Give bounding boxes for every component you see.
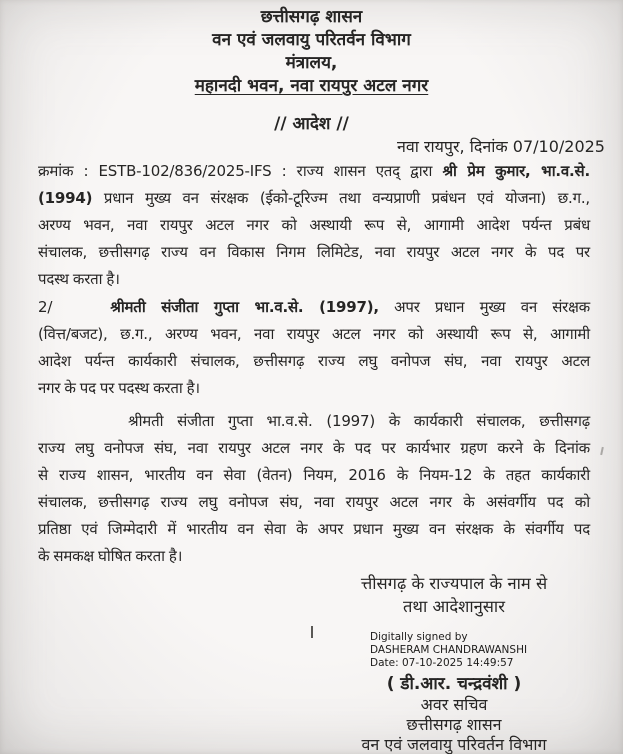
body-text: प्रतिष्ठा एवं जिम्मेदारी में भारतीय वन सेवा के अपर प्रधान मुख्य वन संरक्षक के संवर्गीय पद bbox=[38, 520, 590, 538]
digital-signature-stamp bbox=[370, 631, 608, 670]
scan-artifact-mark bbox=[600, 447, 604, 455]
by-order-line-2: तथा आदेशानुसार bbox=[403, 597, 505, 616]
signatory-name: ( डी.आर. चन्द्रवंशी ) bbox=[386, 674, 522, 694]
digital-signature-line-1: Digitally signed by bbox=[370, 631, 468, 643]
signatory-department: वन एवं जलवायु परिवर्तन विभाग bbox=[361, 735, 547, 754]
header-department-line: वन एवं जलवायु परितर्वन विभाग bbox=[212, 30, 411, 50]
header-ministry-line: मंत्रालय, bbox=[285, 53, 338, 73]
digital-signature-date: Date: 07-10-2025 14:49:57 bbox=[370, 657, 514, 669]
body-text: नगर के पद पर पदस्थ करता है। bbox=[38, 379, 200, 397]
paragraph-line bbox=[38, 239, 590, 266]
body-text: (वित्त/बजट), छ.ग., अरण्य भवन, नवा रायपुर अटल नगर को अस्थायी रूप से, आगामी bbox=[38, 325, 590, 343]
paragraph-line bbox=[38, 348, 590, 375]
signature-block bbox=[300, 572, 608, 754]
order-paragraph-1 bbox=[38, 158, 590, 293]
paragraph-line bbox=[38, 294, 590, 321]
by-order-line-1: त्तीसगढ़ के राज्यपाल के नाम से bbox=[360, 574, 548, 593]
body-text: संचालक, छत्तीसगढ़ राज्य वन विकास निगम लिमिटेड, नवा रायपुर अटल नगर के पद पर bbox=[38, 243, 590, 261]
paragraph-line bbox=[38, 462, 590, 489]
order-paragraph-2 bbox=[38, 294, 590, 402]
body-text: श्रीमती संजीता गुप्ता भा.व.से. (1997) के कार्यकारी संचालक, छत्तीसगढ़ bbox=[128, 412, 590, 430]
paragraph-line bbox=[38, 321, 590, 348]
paragraph-line bbox=[38, 266, 590, 293]
body-text: के समकक्ष घोषित करता है। bbox=[38, 547, 183, 565]
body-text: आदेश पर्यन्त कार्यकारी संचालक, छत्तीसगढ़ राज्य लघु वनोपज संघ, नवा रायपुर अटल bbox=[38, 352, 590, 370]
emphasized-text: (1994) bbox=[38, 189, 93, 207]
signatory-government: छत्तीसगढ़ शासन bbox=[406, 715, 502, 734]
body-text: अपर प्रधान मुख्य वन संरक्षक bbox=[378, 298, 590, 316]
paragraph-line bbox=[38, 185, 590, 212]
body-text: क्रमांक : ESTB-102/836/2025-IFS : राज्य शासन एतद् द्वारा bbox=[38, 162, 443, 180]
order-heading: // आदेश // bbox=[274, 114, 349, 134]
body-text: राज्य लघु वनोपज संघ, नवा रायपुर अटल नगर के पद पर कार्यभार ग्रहण करने के दिनांक bbox=[38, 439, 590, 457]
digital-signature-signer: DASHERAM CHANDRAWANSHI bbox=[370, 644, 528, 656]
signatory-designation: अवर सचिव bbox=[420, 695, 488, 714]
body-text: पदस्थ करता है। bbox=[38, 270, 120, 288]
place-and-date: नवा रायपुर, दिनांक 07/10/2025 bbox=[396, 137, 605, 156]
header-government-line: छत्तीसगढ़ शासन bbox=[260, 7, 363, 27]
body-text: 2/ bbox=[38, 298, 53, 316]
paragraph-line bbox=[38, 489, 590, 516]
paragraph-line bbox=[38, 158, 590, 185]
paragraph-line bbox=[38, 435, 590, 462]
emphasized-text: श्री प्रेम कुमार, भा.व.से. bbox=[442, 162, 590, 180]
header-address-line: महानदी भवन, नवा रायपुर अटल नगर bbox=[194, 76, 429, 96]
order-paragraph-3 bbox=[38, 408, 590, 570]
body-text: से राज्य शासन, भारतीय वन सेवा (वेतन) नियम, 2016 के नियम-12 के तहत कार्यकारी bbox=[38, 466, 590, 484]
paragraph-line bbox=[38, 543, 590, 570]
paragraph-line bbox=[38, 212, 590, 239]
indent-spacer bbox=[38, 425, 128, 426]
paragraph-line bbox=[38, 408, 590, 435]
paragraph-line bbox=[38, 375, 590, 402]
scan-artifact-mark bbox=[311, 626, 313, 638]
indent-spacer bbox=[52, 311, 110, 312]
body-text: संचालक, छत्तीसगढ़ राज्य लघु वनोपज संघ, नवा रायपुर अटल नगर के असंवर्गीय पद को bbox=[38, 493, 590, 511]
paragraph-line bbox=[38, 516, 590, 543]
body-text: प्रधान मुख्य वन संरक्षक (ईको-टूरिज्म तथा वन्यप्राणी प्रबंधन एवं योजना) छ.ग., bbox=[92, 189, 590, 207]
document-header bbox=[0, 6, 623, 98]
emphasized-text: श्रीमती संजीता गुप्ता भा.व.से. (1997), bbox=[110, 298, 379, 316]
body-text: अरण्य भवन, नवा रायपुर अटल नगर को अस्थायी रूप से, आगामी आदेश पर्यन्त प्रबंध bbox=[38, 216, 590, 234]
